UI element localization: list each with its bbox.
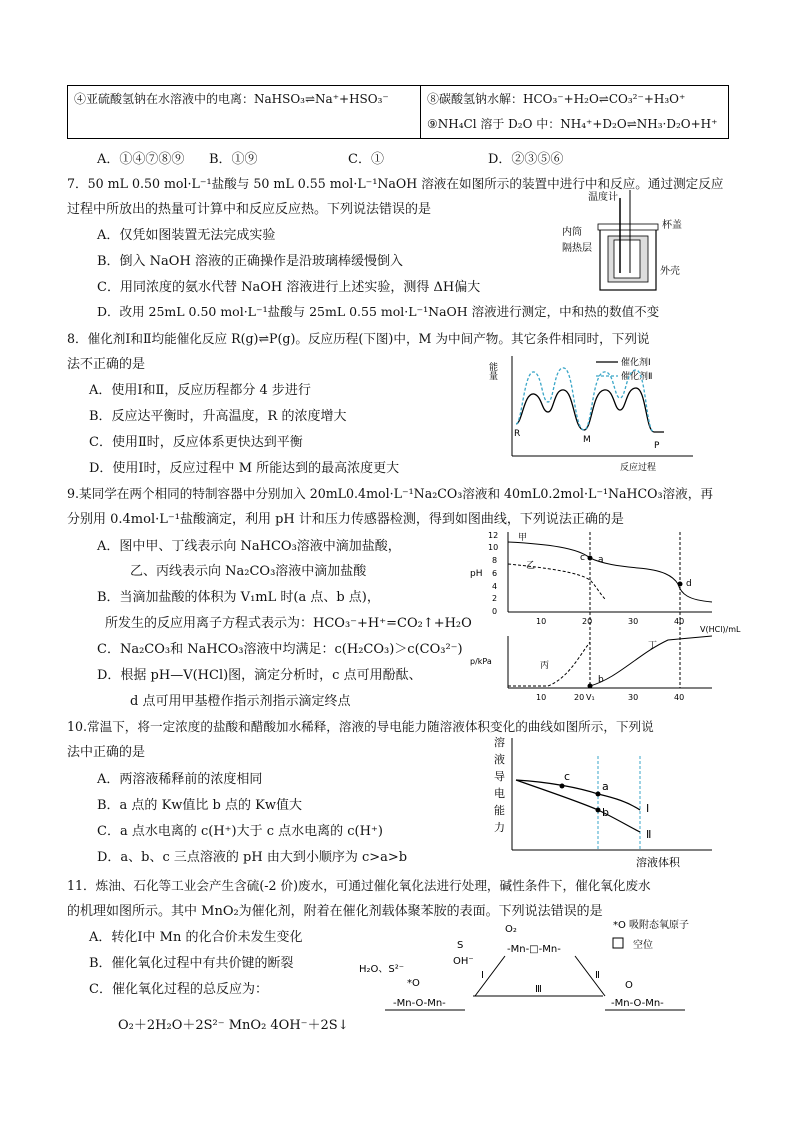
q10-option-a[interactable]: A．两溶液稀释前的浓度相同	[97, 772, 263, 787]
q8-option-b[interactable]: B．反应达平衡时，升高温度，R 的浓度增大	[89, 409, 347, 424]
oh-label: OH⁻	[453, 956, 474, 967]
point-a	[588, 556, 593, 561]
cond-ylabel-3: 导	[494, 770, 505, 783]
legend-2: 催化剂Ⅱ	[621, 372, 653, 382]
label-a: a	[598, 555, 604, 565]
legend-adsorbed-o: *O 吸附态氧原子	[613, 920, 690, 931]
q9-stem: 9.某同学在两个相同的特制容器中分别加入 20mL0.4mol·L⁻¹Na₂CO₃溶液和 40mL0.2mol·L⁻¹NaHCO₃溶液，再	[67, 486, 713, 501]
cond-ylabel-1: 溶	[494, 736, 505, 749]
q8-option-c[interactable]: C．使用Ⅱ时，反应体系更快达到平衡	[89, 435, 303, 450]
arrow-II	[575, 956, 605, 996]
x2-tick-40: 40	[674, 693, 685, 702]
q7-option-b[interactable]: B．倒入 NaOH 溶液的正确操作是沿玻璃棒缓慢倒入	[97, 254, 403, 269]
x-tick-10: 10	[536, 617, 547, 626]
curve-jia	[508, 542, 712, 602]
inner-cup	[614, 240, 640, 278]
ph-x-label: V(HCl)/mL	[700, 625, 741, 634]
mn-o-mn-left: -Mn-O-Mn-	[393, 998, 446, 1009]
mechanism-figure	[355, 916, 745, 1016]
q11-equation: O₂＋2H₂O＋2S²⁻ MnO₂ 4OH⁻＋2S↓	[118, 1018, 349, 1033]
q11-stem-2: 的机理如图所示。其中 MnO₂为催化剂，附着在催化剂载体聚苯胺的表面。下列说法错误的是	[67, 904, 603, 919]
cond-ylabel-5: 能	[494, 804, 505, 817]
q10-stem: 10.常温下，将一定浓度的盐酸和醋酸加水稀释，溶液的导电能力随溶液体积变化的曲线如图所示，下列说	[67, 719, 654, 734]
q10-option-d[interactable]: D．a、b、c 三点溶液的 pH 由大到小顺序为 c>a>b	[97, 850, 408, 865]
x-tick-30: 30	[628, 617, 639, 626]
q8-option-a[interactable]: A．使用Ⅰ和Ⅱ，反应历程都分 4 步进行	[89, 383, 311, 398]
label-ding: 丁	[648, 641, 658, 651]
calorimeter-figure	[560, 188, 680, 298]
q9-option-d-cont: d 点可用甲基橙作指示剂指示滴定终点	[130, 694, 351, 709]
q10-stem-2: 法中正确的是	[67, 745, 146, 760]
q9-option-c[interactable]: C．Na₂CO₃和 NaHCO₃溶液中均满足：c(H₂CO₃)＞c(CO₃²⁻)	[97, 642, 463, 657]
q9-option-b[interactable]: B．当滴加盐酸的体积为 V₁mL 时(a 点、b 点)，	[97, 590, 380, 605]
cond-ylabel-6: 力	[494, 821, 505, 834]
x-axis-label: 反应过程	[620, 463, 657, 473]
q9-stem-2: 分别用 0.4mol·L⁻¹盐酸滴定，利用 pH 计和压力传感器检测，得到如图曲线，下列说法正确的是	[67, 512, 624, 527]
cond-xlabel: 溶液体积	[636, 856, 680, 869]
x2-tick-30: 30	[628, 693, 639, 702]
q11-stem: 11．炼油、石化等工业会产生含硫(-2 价)废水，可通过催化氧化法进行处理，碱性条件下，催化氧化废水	[67, 878, 651, 893]
h2o-s-label: H₂O、S²⁻	[359, 964, 405, 975]
label-bing: 丙	[540, 661, 550, 671]
q9-option-d[interactable]: D．根据 pH—V(HCl)图，滴定分析时，c 点可用酚酞、	[97, 668, 422, 683]
ph-tick-6: 6	[492, 569, 498, 578]
insulation-label: 隔热层	[562, 243, 592, 254]
q8-stem: 8．催化剂Ⅰ和Ⅱ均能催化反应 R(g)⇌P(g)。反应历程(下图)中，M 为中间产物。其它条件相同时，下列说	[67, 331, 650, 346]
q8-stem-2: 法不正确的是	[67, 357, 146, 372]
q10-option-c[interactable]: C．a 点水电离的 c(H⁺)大于 c 点水电离的 c(H⁺)	[97, 824, 383, 839]
table-cell-left: ④亚硫酸氢钠在水溶液中的电离：NaHSO₃⇌Na⁺+HSO₃⁻	[68, 86, 421, 139]
label-b: b	[598, 675, 604, 685]
q11-option-b[interactable]: B．催化氧化过程中有共价键的断裂	[89, 956, 294, 971]
o-top-label: O	[625, 980, 633, 991]
s-label: S	[457, 940, 464, 951]
mn-o-mn-right: -Mn-O-Mn-	[611, 998, 664, 1009]
cond-label-b: b	[602, 806, 609, 819]
cond-label-I: Ⅰ	[646, 802, 650, 815]
q9-option-a-cont: 乙、丙线表示向 Na₂CO₃溶液中滴加盐酸	[130, 564, 367, 579]
ph-tick-8: 8	[492, 556, 498, 565]
cond-ylabel-2: 液	[494, 753, 505, 766]
ph-tick-4: 4	[492, 582, 498, 591]
q9-option-b-cont: 所发生的反应用离子方程式表示为：HCO₃⁻+H⁺=CO₂↑+H₂O	[105, 616, 472, 631]
point-b	[588, 684, 593, 689]
cond-label-c: c	[564, 770, 571, 783]
point-b-cond	[596, 808, 601, 813]
label-jia: 甲	[518, 533, 528, 543]
label-P: P	[654, 441, 660, 451]
x-tick-20: 20	[582, 617, 593, 626]
point-a-cond	[596, 792, 601, 797]
curve-I	[516, 780, 640, 810]
legend-vacancy-box	[613, 938, 623, 948]
thermometer-label: 温度计	[588, 192, 618, 203]
cond-label-II: Ⅱ	[646, 828, 652, 841]
cond-ylabel-4: 电	[494, 787, 505, 800]
y-axis-label: 能量	[487, 362, 497, 380]
shell-label: 外壳	[660, 266, 680, 277]
label-d: d	[686, 579, 692, 589]
titration-figure	[468, 528, 741, 706]
o2-label: O₂	[505, 924, 517, 935]
cup-lid	[598, 224, 658, 230]
q10-option-b[interactable]: B．a 点的 Kw值比 b 点的 Kw值大	[97, 798, 302, 813]
legend-1: 催化剂Ⅰ	[621, 358, 651, 368]
star-o-label: *O	[407, 978, 420, 989]
q9-option-a[interactable]: A．图中甲、丁线表示向 NaHCO₃溶液中滴加盐酸，	[97, 539, 401, 554]
table-cell-right: ⑧碳酸氢钠水解：HCO₃⁻+H₂O⇌CO₃²⁻+H₃O⁺ ⑨NH₄Cl 溶于 D₂O 中：NH₄⁺+D₂O⇌NH₃·D₂O+H⁺	[421, 86, 729, 139]
cond-label-a: a	[602, 780, 609, 793]
q11-option-a[interactable]: A．转化Ⅰ中 Mn 的化合价未发生变化	[89, 930, 303, 945]
point-d	[678, 582, 683, 587]
arrow-I	[475, 956, 505, 996]
curve-yi	[508, 564, 606, 600]
label-yi: 乙	[526, 561, 536, 571]
label-c: c	[580, 553, 585, 563]
ph-tick-2: 2	[492, 594, 498, 603]
label-R: R	[514, 429, 521, 439]
q6-option-d[interactable]: D．②③⑤⑥	[488, 152, 564, 167]
ph-tick-0: 0	[492, 607, 498, 616]
conductivity-figure	[490, 734, 720, 868]
label-II: Ⅱ	[595, 970, 600, 981]
x-tick-40: 40	[674, 617, 685, 626]
label-III: Ⅲ	[535, 984, 542, 995]
label-I: Ⅰ	[481, 970, 484, 981]
q7-stem-2: 过程中所放出的热量可计算中和反应反应热。下列说法错误的是	[67, 202, 432, 217]
q6-option-a[interactable]: A．①④⑦⑧⑨	[97, 152, 185, 167]
mn-vacancy-label: -Mn-□-Mn-	[507, 944, 561, 955]
q6-option-b[interactable]: B．①⑨	[209, 152, 258, 167]
q7-stem: 7．50 mL 0.50 mol·L⁻¹盐酸与 50 mL 0.55 mol·L⁻¹NaOH 溶液在如图所示的装置中进行中和反应。通过测定反应	[67, 176, 724, 191]
q7-option-d[interactable]: D．改用 25mL 0.50 mol·L⁻¹盐酸与 25mL 0.55 mol·L⁻¹NaOH 溶液进行测定，中和热的数值不变	[97, 304, 660, 319]
energy-profile-figure	[488, 352, 698, 474]
q11-option-c[interactable]: C．催化氧化过程的总反应为：	[89, 982, 268, 997]
curve-catalyst-1	[516, 388, 664, 432]
q7-option-c[interactable]: C．用同浓度的氨水代替 NaOH 溶液进行上述实验，测得 ΔH偏大	[97, 280, 481, 295]
q7-option-a[interactable]: A．仅凭如图装置无法完成实验	[97, 228, 276, 243]
label-M: M	[583, 435, 591, 445]
ph-tick-10: 10	[488, 543, 499, 552]
q8-option-d[interactable]: D．使用Ⅰ时，反应过程中 M 所能达到的最高浓度更大	[89, 461, 400, 476]
ph-tick-12: 12	[488, 531, 499, 540]
x2-tick-v1: V₁	[586, 693, 595, 702]
p-label: p/kPa	[470, 657, 492, 666]
options-table	[67, 85, 729, 139]
x2-tick-10: 10	[536, 693, 547, 702]
ph-label: pH	[470, 569, 483, 579]
legend-vacancy: 空位	[633, 940, 653, 951]
q6-option-c[interactable]: C．①	[348, 152, 384, 167]
point-c-cond	[560, 784, 565, 789]
lid-label: 杯盖	[662, 220, 682, 231]
x2-tick-20: 20	[574, 693, 585, 702]
inner-label: 内筒	[562, 227, 582, 238]
